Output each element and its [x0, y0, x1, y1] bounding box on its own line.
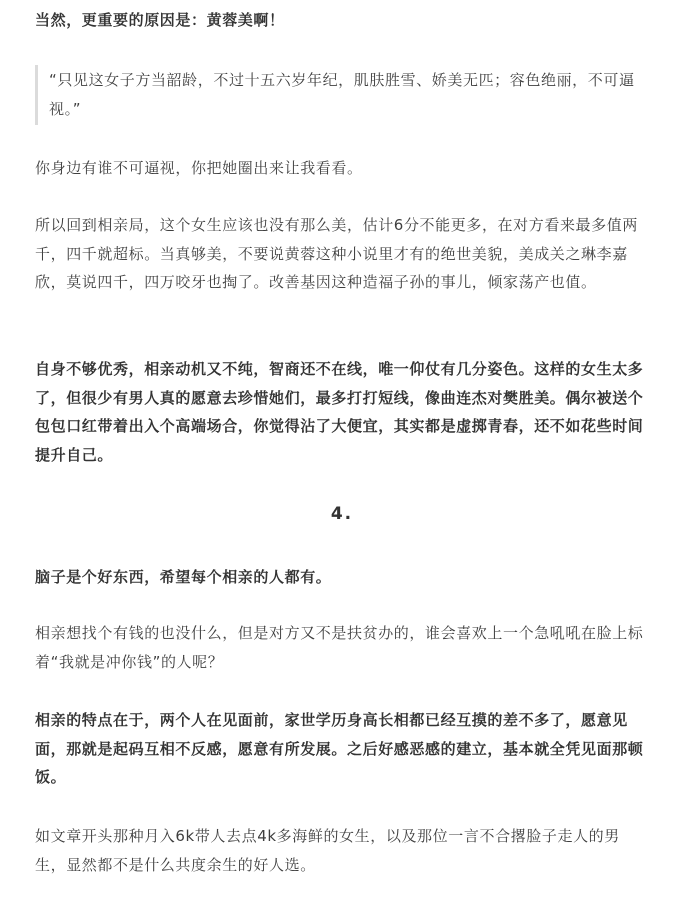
paragraph-2: 你身边有谁不可逼视，你把她圈出来让我看看。: [35, 159, 363, 177]
paragraph-bold-4: 自身不够优秀，相亲动机又不纯，智商还不在线，唯一仰仗有几分姿色。这样的女生太多了，但很少有男人真的愿意去珍惜她们，最多打打短线，像曲连杰对樊胜美。偶尔被送个包包口红带着出入个高端场合，你觉得沾了大便宜，其实都是虚掷青春，还不如花些时间提升自己。: [35, 360, 644, 464]
section-heading: 4.: [330, 504, 354, 524]
paragraph-bold-5: 脑子是个好东西，希望每个相亲的人都有。: [35, 568, 332, 586]
blockquote-text: “只见这女子方当韶龄，不过十五六岁年纪，肌肤胜雪、娇美无匹；容色绝丽，不可逼视。”: [49, 71, 635, 118]
paragraph-3: 所以回到相亲局，这个女生应该也没有那么美，估计6分不能更多，在对方看来最多值两千，四千就超标。当真够美，不要说黄蓉这种小说里才有的绝世美貌，美成关之琳李嘉欣，莫说四千，四万咬牙也掏了。改善基因这种造福子孙的事儿，倾家荡产也值。: [35, 216, 638, 291]
paragraph-8: 如文章开头那种月入6k带人去点4k多海鲜的女生，以及那位一言不合撂脸子走人的男生，显然都不是什么共度余生的好人选。: [35, 827, 620, 874]
paragraph-bold-7: 相亲的特点在于，两个人在见面前，家世学历身高长相都已经互摸的差不多了，愿意见面，那就是起码互相不反感，愿意有所发展。之后好感恶感的建立，基本就全凭见面那顿饭。: [35, 711, 644, 786]
paragraph-bold-intro: 当然，更重要的原因是：黄蓉美啊！: [35, 11, 285, 29]
paragraph-6: 相亲想找个有钱的也没什么，但是对方又不是扶贫办的，谁会喜欢上一个急吼吼在脸上标着“我就是冲你钱”的人呢？: [35, 624, 644, 671]
